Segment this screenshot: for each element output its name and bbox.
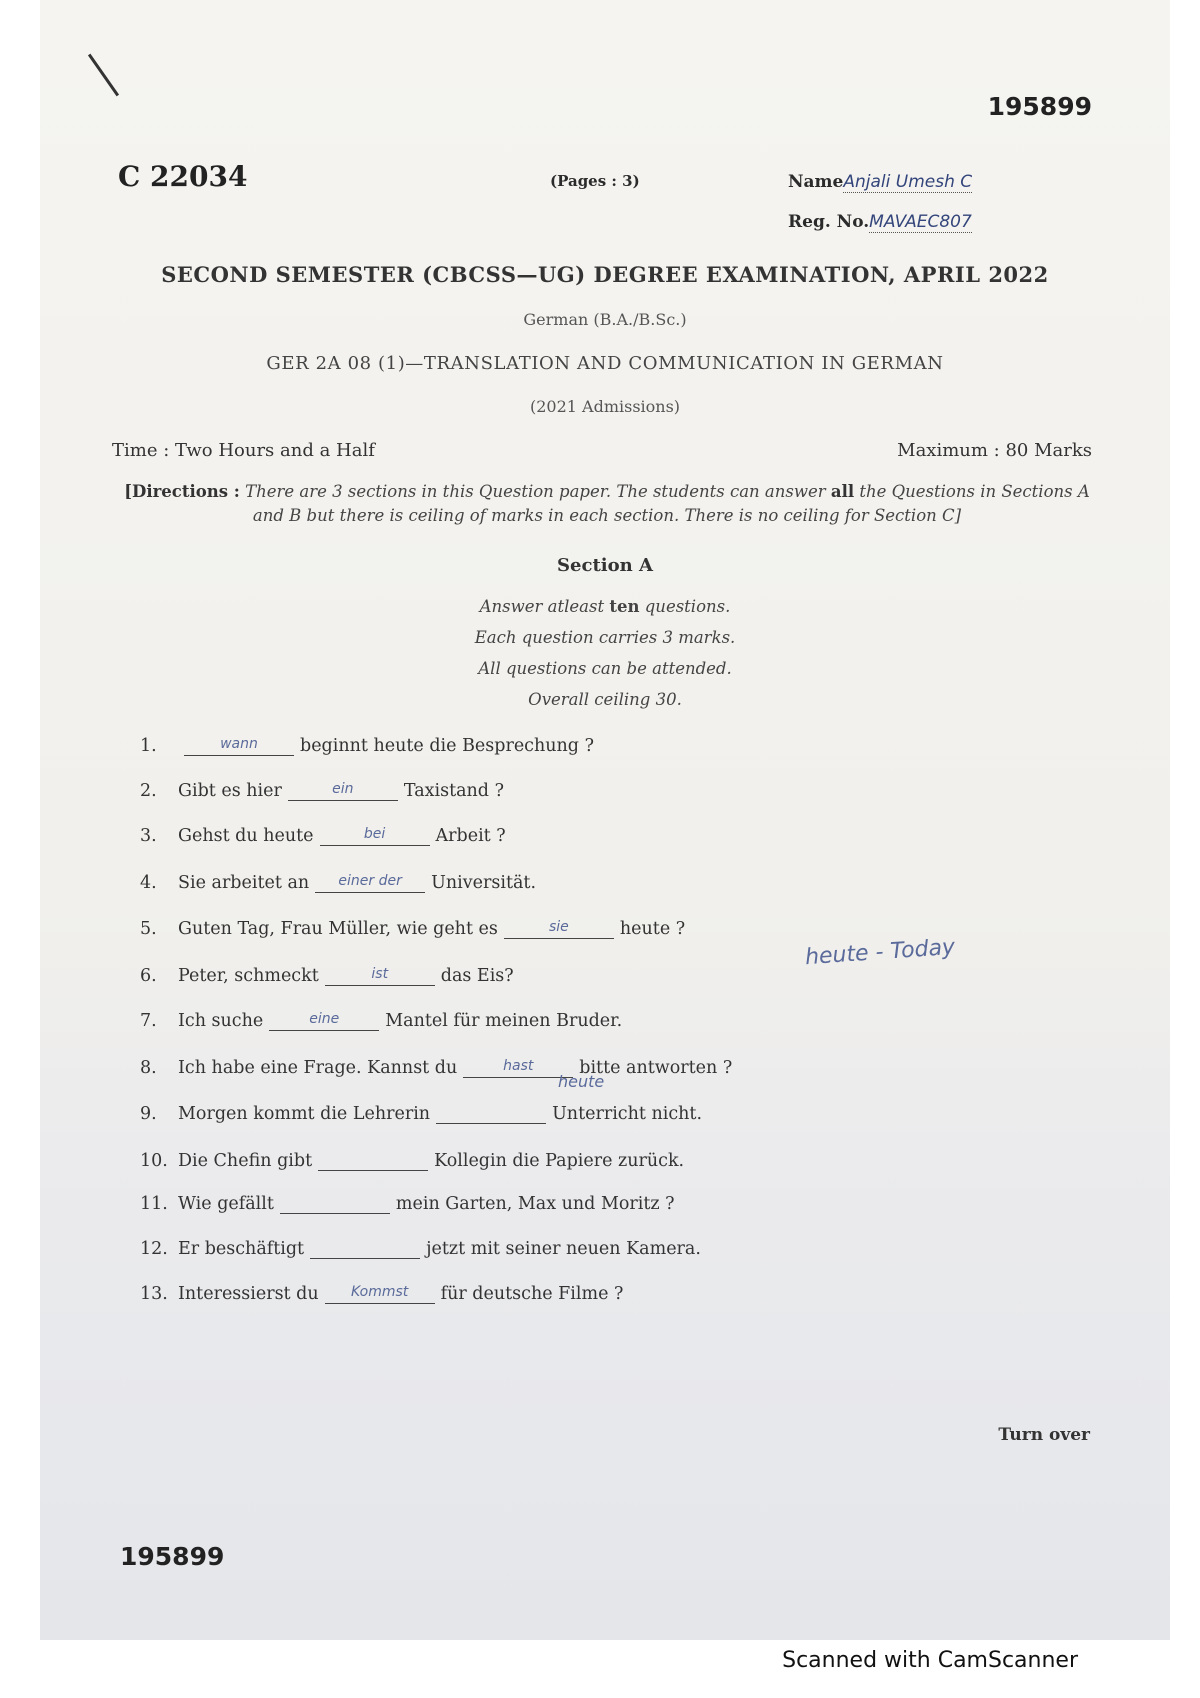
name-value: Anjali Umesh C <box>843 172 973 192</box>
directions <box>112 480 1102 528</box>
question-item <box>140 918 685 939</box>
reg-value: MAVAEC807 <box>869 212 972 232</box>
question-text-after: beginnt heute die Besprechung ? <box>300 736 594 756</box>
question-text-after: Unterricht nicht. <box>552 1104 703 1124</box>
answer-blank <box>310 1238 420 1259</box>
serial-number-top: 195899 <box>987 92 1092 121</box>
question-item <box>140 1010 622 1031</box>
question-item <box>140 780 504 801</box>
subject-line: German (B.A./B.Sc.) <box>523 310 687 329</box>
handwritten-answer: ist <box>371 966 389 982</box>
instruction-3: All questions can be attended. <box>478 659 732 678</box>
question-item <box>140 965 514 986</box>
question-item <box>140 825 506 846</box>
question-text-after: Taxistand ? <box>403 781 504 801</box>
camscanner-watermark: Scanned with CamScanner <box>782 1648 1078 1673</box>
directions-text-2: the Questions in Sections A and B but there is ceiling of marks in each section. There is no ceiling for Section C] <box>252 482 1090 525</box>
question-text-after: das Eis? <box>440 966 514 986</box>
turn-over: Turn over <box>998 1425 1090 1445</box>
handwritten-note: heute - Today <box>804 934 956 971</box>
answer-blank <box>280 1193 390 1214</box>
reg-line <box>788 212 972 232</box>
question-text-before: Guten Tag, Frau Müller, wie geht es <box>178 919 498 939</box>
question-number: 10. <box>140 1151 168 1171</box>
name-label: Name <box>788 172 844 192</box>
course-title: GER 2A 08 (1)—TRANSLATION AND COMMUNICATION IN GERMAN <box>266 353 944 374</box>
question-text-before: Gibt es hier <box>178 781 282 801</box>
instruction-1-pre: Answer atleast <box>479 597 605 616</box>
answer-blank <box>315 872 425 893</box>
question-number: 2. <box>140 781 157 801</box>
question-text-before: Interessierst du <box>178 1284 319 1304</box>
answer-blank <box>325 1283 435 1304</box>
handwritten-answer: Kommst <box>350 1284 409 1300</box>
question-text-after: Mantel für meinen Bruder. <box>385 1011 623 1031</box>
question-number: 1. <box>140 736 157 756</box>
reg-label: Reg. No. <box>788 212 870 232</box>
pen-stroke <box>88 54 119 97</box>
question-text-after: jetzt mit seiner neuen Kamera. <box>426 1239 701 1259</box>
question-text-before: Peter, schmeckt <box>178 966 319 986</box>
question-text-after: Universität. <box>431 873 537 893</box>
question-text-after: Kollegin die Papiere zurück. <box>434 1151 685 1171</box>
question-item <box>140 1193 675 1214</box>
serial-number-bottom: 195899 <box>120 1542 225 1571</box>
question-text-after: mein Garten, Max und Moritz ? <box>395 1194 675 1214</box>
answer-blank <box>436 1103 546 1124</box>
page-count: (Pages : 3) <box>550 172 640 190</box>
instruction-4: Overall ceiling 30. <box>528 690 682 709</box>
question-item <box>140 735 594 756</box>
question-number: 8. <box>140 1058 157 1078</box>
question-item <box>140 1283 623 1304</box>
question-text-before: Ich habe eine Frage. Kannst du <box>178 1058 458 1078</box>
handwritten-answer: einer der <box>338 873 402 889</box>
answer-blank <box>184 735 294 756</box>
question-text-before: Sie arbeitet an <box>178 873 310 893</box>
question-item <box>140 1150 684 1171</box>
instruction-1-bold: ten <box>609 597 640 616</box>
answer-blank <box>320 825 430 846</box>
question-number: 13. <box>140 1284 168 1304</box>
question-text-before: Die Chefin gibt <box>178 1151 313 1171</box>
directions-label: [Directions : <box>124 482 240 501</box>
question-number: 6. <box>140 966 157 986</box>
exam-paper <box>40 0 1170 1640</box>
handwritten-answer: eine <box>309 1011 340 1027</box>
directions-bold: all <box>830 482 855 501</box>
admissions-line: (2021 Admissions) <box>529 397 681 416</box>
question-text-after: bitte antworten ? <box>579 1058 733 1078</box>
question-number: 4. <box>140 873 157 893</box>
instruction-2: Each question carries 3 marks. <box>474 628 736 647</box>
question-number: 12. <box>140 1239 168 1259</box>
answer-blank <box>269 1010 379 1031</box>
instruction-1-post: questions. <box>644 597 731 616</box>
handwritten-answer: sie <box>548 919 569 935</box>
question-text-before: Er beschäftigt <box>178 1239 305 1259</box>
directions-text-1: There are 3 sections in this Question paper. The students can answer <box>245 482 826 501</box>
handwritten-q9-correction: heute <box>558 1072 605 1091</box>
maximum-marks: Maximum : 80 Marks <box>897 440 1092 461</box>
question-text-after: Arbeit ? <box>435 826 506 846</box>
question-number: 3. <box>140 826 157 846</box>
question-number: 9. <box>140 1104 157 1124</box>
instruction-1 <box>40 597 1170 616</box>
question-text-before: Ich suche <box>178 1011 264 1031</box>
handwritten-answer: bei <box>363 826 386 842</box>
answer-blank <box>318 1150 428 1171</box>
question-number: 11. <box>140 1194 168 1214</box>
answer-blank <box>288 780 398 801</box>
handwritten-answer: wann <box>220 736 258 752</box>
exam-title: SECOND SEMESTER (CBCSS—UG) DEGREE EXAMINATION, APRIL 2022 <box>161 262 1049 287</box>
question-text-before: Morgen kommt die Lehrerin <box>178 1104 431 1124</box>
name-line <box>788 172 972 192</box>
handwritten-answer: hast <box>503 1058 534 1074</box>
question-number: 5. <box>140 919 157 939</box>
paper-code: C 22034 <box>118 160 248 193</box>
question-text-after: heute ? <box>619 919 686 939</box>
answer-blank <box>463 1057 573 1078</box>
question-item <box>140 1057 732 1078</box>
question-item <box>140 1103 702 1124</box>
section-a-title: Section A <box>557 555 653 576</box>
handwritten-answer: ein <box>332 781 354 797</box>
question-item <box>140 1238 701 1259</box>
question-text-before: Gehst du heute <box>178 826 314 846</box>
question-text-before: Wie gefällt <box>178 1194 274 1214</box>
question-item <box>140 872 536 893</box>
answer-blank <box>325 965 435 986</box>
time-allowed: Time : Two Hours and a Half <box>112 440 375 461</box>
question-text-after: für deutsche Filme ? <box>440 1284 624 1304</box>
answer-blank <box>504 918 614 939</box>
question-number: 7. <box>140 1011 157 1031</box>
